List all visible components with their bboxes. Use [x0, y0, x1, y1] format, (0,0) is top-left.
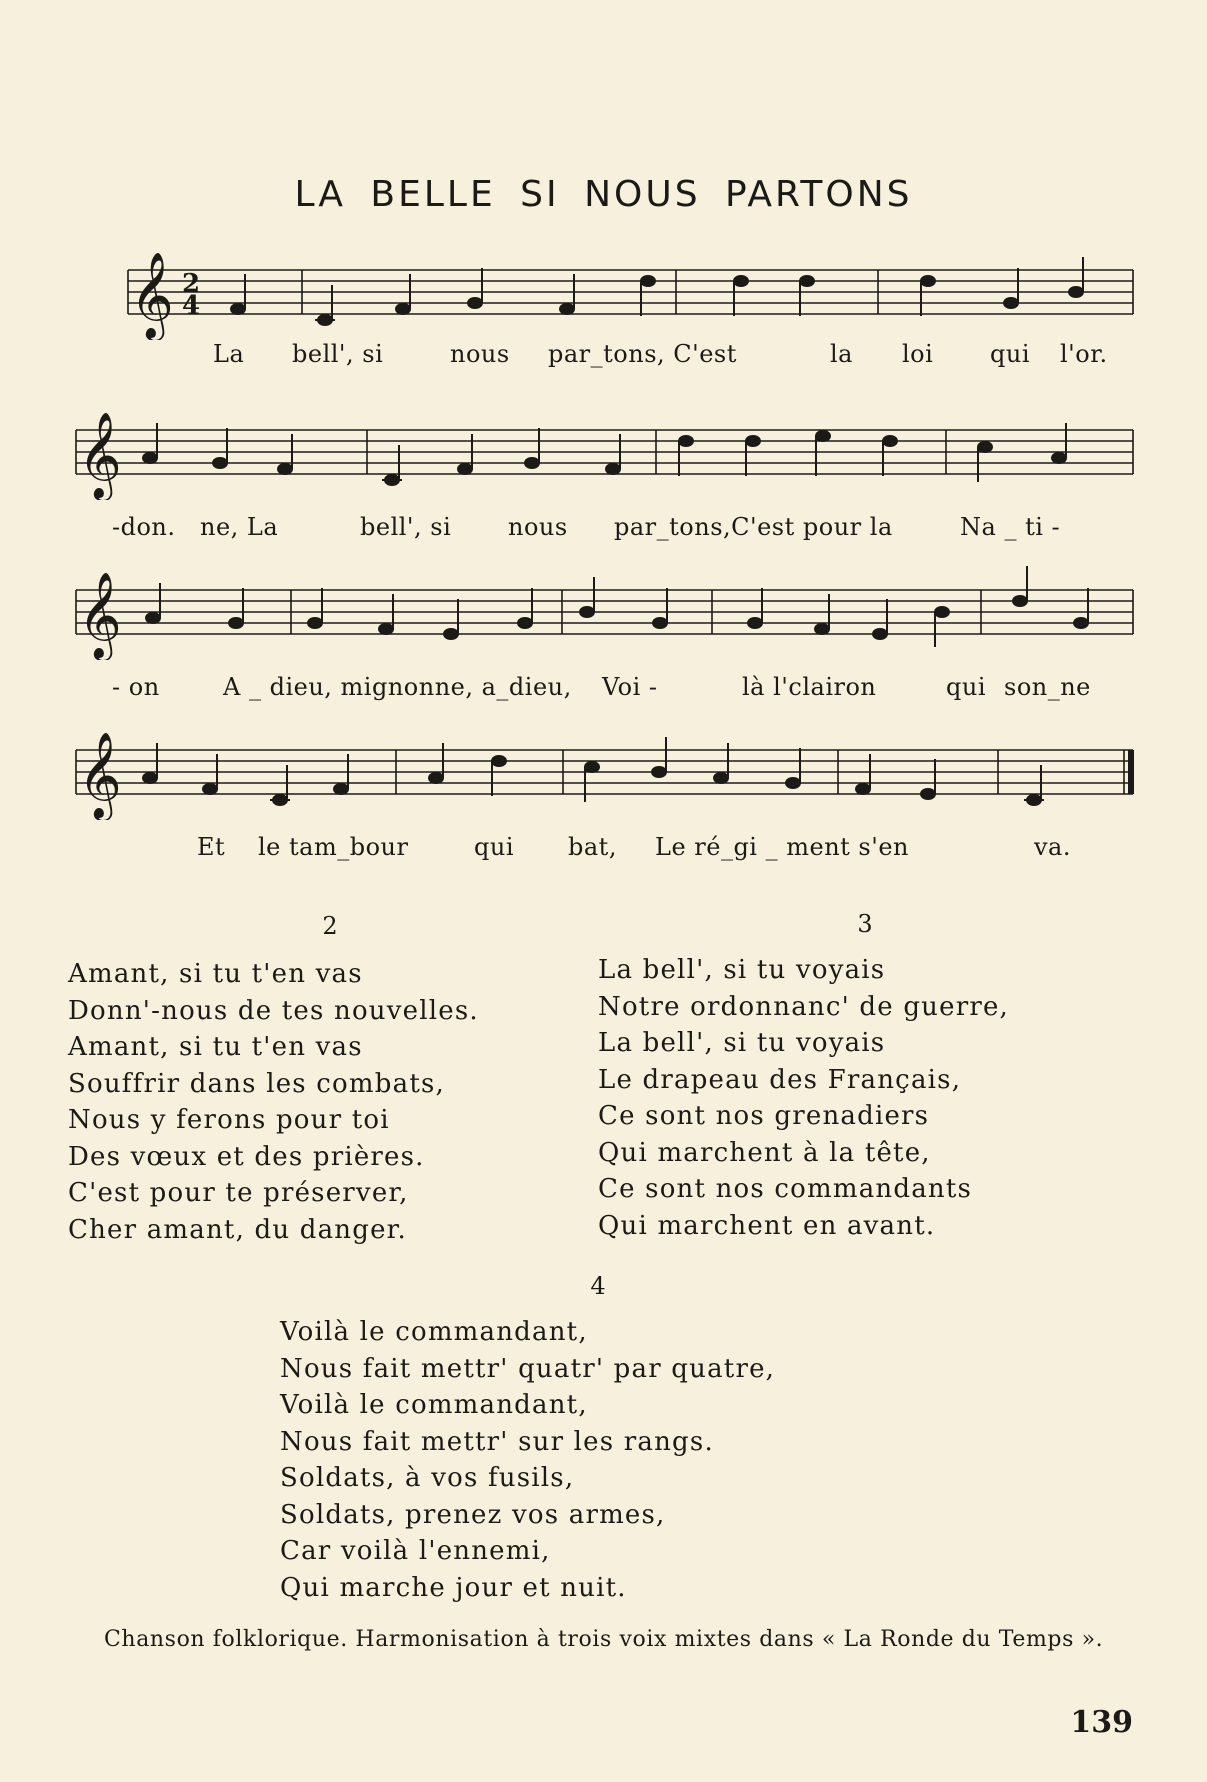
- lyric-syllable: va.: [1034, 833, 1071, 861]
- verse-line: Le drapeau des Français,: [598, 1064, 962, 1095]
- lyric-syllable: qui: [474, 833, 514, 861]
- lyric-syllable: nous: [508, 513, 568, 541]
- lyric-syllable: Et: [197, 833, 226, 861]
- verse-4: [280, 1314, 775, 1606]
- page-number: 139: [1070, 1705, 1133, 1740]
- verse-line: La bell', si tu voyais: [598, 1028, 886, 1058]
- verse-line: Qui marche jour et nuit.: [280, 1572, 627, 1603]
- music-staff-2: [70, 400, 1135, 500]
- lyric-syllable: loi: [902, 340, 934, 368]
- lyric-syllable: Na _ ti -: [960, 513, 1061, 541]
- lyric-syllable: par_tons, C'est: [548, 340, 737, 368]
- lyric-syllable: A _ dieu, mignonne, a_dieu,: [223, 673, 572, 701]
- music-staff-4: [70, 720, 1135, 820]
- staff-row-1: [70, 240, 1135, 380]
- lyric-syllable: - on: [112, 673, 160, 701]
- lyric-syllable: bat,: [568, 833, 617, 861]
- verse-line: Ce sont nos commandants: [598, 1174, 973, 1204]
- verse-line: Amant, si tu t'en vas: [68, 1032, 363, 1062]
- music-staff-3: [70, 560, 1135, 660]
- footnote: Chanson folklorique. Harmonisation à trois voix mixtes dans « La Ronde du Temps ».: [104, 1627, 1104, 1652]
- verse-line: Des vœux et des prières.: [68, 1141, 425, 1172]
- treble-clef-icon: 𝄞: [78, 412, 122, 498]
- verse-3: [598, 952, 1009, 1244]
- lyric-syllable: bell', si: [360, 513, 452, 541]
- music-staff-1: [70, 240, 1135, 340]
- lyric-syllable: La: [213, 340, 245, 368]
- treble-clef-icon: 𝄞: [78, 732, 122, 818]
- verse-line: Ce sont nos grenadiers: [598, 1101, 930, 1131]
- staff-row-4: [70, 720, 1135, 860]
- verse-line: C'est pour te préserver,: [68, 1178, 409, 1208]
- lyric-syllable: Voi -: [602, 673, 658, 701]
- lyric-syllable: bell', si: [292, 340, 384, 368]
- verse-line: Car voilà l'ennemi,: [280, 1536, 551, 1566]
- song-title: LA BELLE SI NOUS PARTONS: [294, 174, 913, 216]
- verse-line: Soldats, à vos fusils,: [280, 1463, 575, 1493]
- verse-3-number: 3: [857, 910, 873, 938]
- lyric-syllable: qui: [946, 673, 986, 701]
- verse-line: Notre ordonnanc' de guerre,: [598, 991, 1009, 1022]
- verse-4-number: 4: [590, 1272, 606, 1300]
- time-signature-bottom: 4: [182, 291, 201, 321]
- verse-line: Nous fait mettr' quatr' par quatre,: [280, 1353, 776, 1384]
- verse-line: Qui marchent en avant.: [598, 1210, 936, 1241]
- verse-line: Nous y ferons pour toi: [68, 1105, 390, 1135]
- treble-clef-icon: 𝄞: [78, 572, 122, 658]
- verse-line: La bell', si tu voyais: [598, 955, 886, 985]
- verse-line: Souffrir dans les combats,: [68, 1068, 445, 1099]
- verse-line: Amant, si tu t'en vas: [68, 959, 363, 989]
- verse-line: Soldats, prenez vos armes,: [280, 1499, 666, 1530]
- treble-clef-icon: 𝄞: [130, 252, 174, 338]
- verse-line: Nous fait mettr' sur les rangs.: [280, 1426, 714, 1457]
- lyric-syllable: son_ne: [1004, 673, 1091, 701]
- lyric-syllable: ne, La: [200, 513, 279, 541]
- lyric-syllable: la: [830, 340, 853, 368]
- staff-row-2: [70, 400, 1135, 540]
- time-signature-top: 2: [182, 269, 201, 299]
- verse-line: Voilà le commandant,: [280, 1390, 588, 1420]
- verse-line: Voilà le commandant,: [280, 1317, 588, 1347]
- verse-line: Donn'-nous de tes nouvelles.: [68, 995, 479, 1026]
- verse-2-number: 2: [322, 912, 338, 940]
- lyric-syllable: le tam_bour: [258, 833, 409, 861]
- lyric-syllable: l'or.: [1060, 340, 1108, 368]
- verse-2: [68, 956, 479, 1248]
- lyric-syllable: qui: [990, 340, 1030, 368]
- lyric-syllable: nous: [450, 340, 510, 368]
- verse-line: Qui marchent à la tête,: [598, 1137, 931, 1168]
- staff-row-3: [70, 560, 1135, 700]
- lyric-syllable: Le ré_gi _ ment s'en: [655, 833, 910, 861]
- lyric-syllable: là l'clairon: [742, 673, 877, 701]
- lyric-syllable: -don.: [112, 513, 176, 541]
- verse-line: Cher amant, du danger.: [68, 1214, 407, 1245]
- lyric-syllable: par_tons,C'est pour la: [614, 513, 893, 541]
